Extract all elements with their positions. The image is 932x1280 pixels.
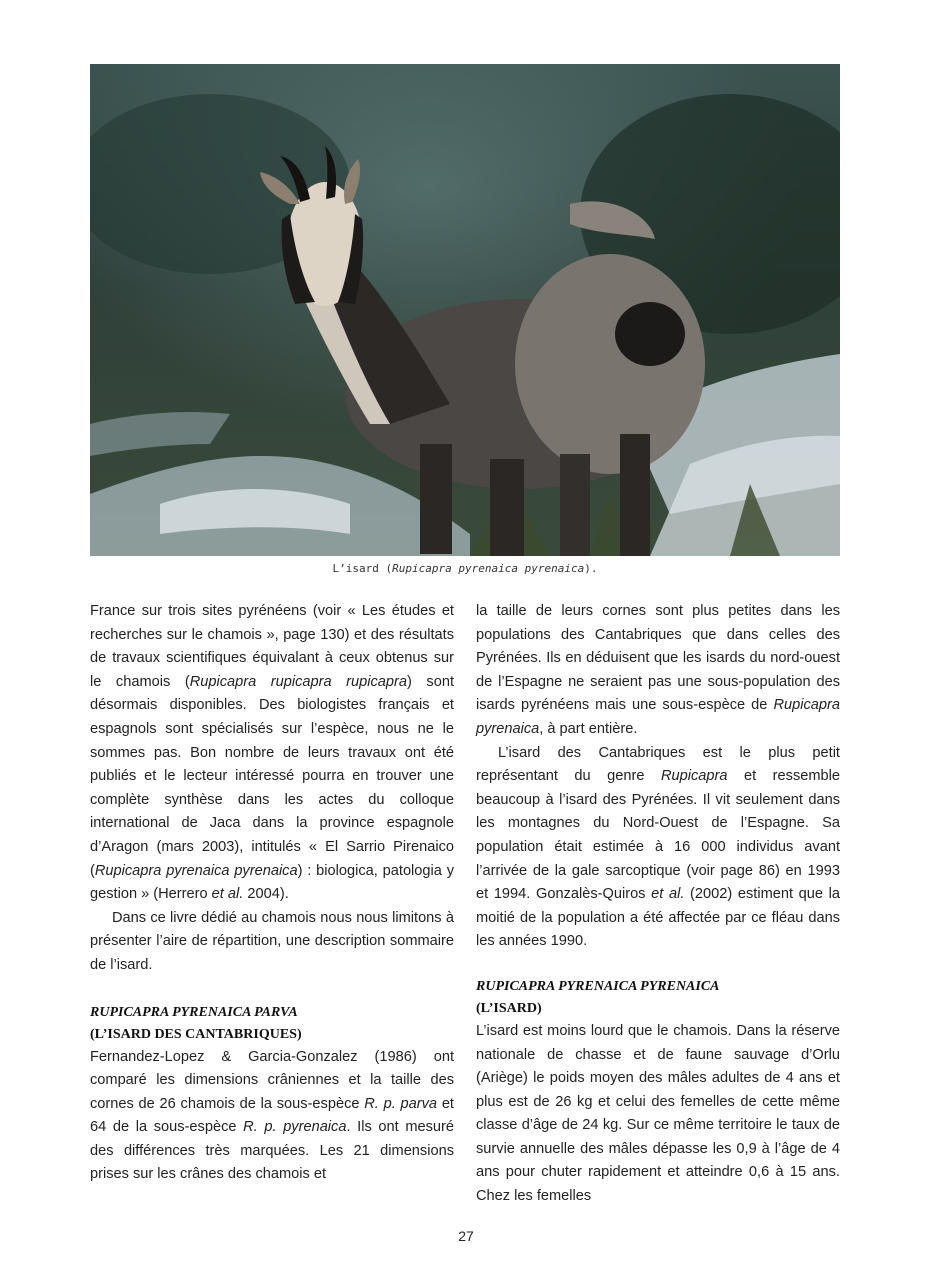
text-run: 2004). xyxy=(243,886,289,903)
left-paragraph-1 xyxy=(90,600,454,907)
text-run: et ressemble beaucoup à l’isard des Pyrénées. Il vit seulement dans les montagnes du Nord-Ouest de l’Espagne. Sa population était estimée à 16 000 individus avant l’arrivée de la gale sarcoptique (voir page 86) en 1993 et 1994. Gonzalès-Quiros xyxy=(476,768,840,903)
italic-text: R. p. parva xyxy=(364,1095,438,1112)
section-heading-parva: RUPICAPRA PYRENAICA PARVA (L’ISARD DES CANTABRIQUES) xyxy=(90,1004,302,1042)
text-run: ) sont désormais disponibles. Des biologistes français et espagnols sont spécialisés sur l’espèce, nous ne le sommes pas. Bon nombre de leurs travaux ont été publiés et le lecteur intéressé pourra en trouver une complète synthèse dans les actes du colloque international de Jaca dans la province espagnole d’Aragon (mars 2003), intitulés « El Sarrio Pirenaico ( xyxy=(90,673,455,879)
text-run: Fernandez-Lopez & Garcia-Gonzalez (1986) ont comparé les dimensions crâniennes et la taille des cornes de 26 chamois de la sous-espèce xyxy=(90,1048,454,1112)
text-run: , à part entière. xyxy=(539,720,638,737)
section-heading-pyrenaica: RUPICAPRA PYRENAICA PYRENAICA (L’ISARD) xyxy=(476,978,720,1016)
right-paragraph-2 xyxy=(476,742,840,954)
text-run: L’isard des Cantabriques est le plus petit représentant du genre xyxy=(476,744,840,785)
right-column xyxy=(476,600,840,1209)
left-column xyxy=(90,600,454,1187)
italic-text: R. p. pyrenaica xyxy=(243,1119,347,1136)
italic-text: et al. xyxy=(211,886,244,903)
right-paragraph-3: L’isard est moins lourd que le chamois. Dans la réserve nationale de chasse et de faune sauvage d’Orlu (Ariège) le poids moyen des mâles adultes de 4 ans et plus est de 26 kg et celui des femelles de cette même classe d’âge de 24 kg. Sur ce même territoire le taux de survie annuelle des mâles dépasse les 0,9 à l’âge de 4 ans pour chuter rapidement et atteindre 0,6 à 15 ans. Chez les femelles xyxy=(476,1022,840,1205)
text-run: (2002) estiment que la moitié de la population a été affectée par ce fléau dans les années 1990. xyxy=(476,886,841,950)
page-number: 27 xyxy=(458,1228,474,1244)
italic-text: Rupicapra pyrenaica xyxy=(476,697,840,737)
text-run: . Ils ont mesuré des différences très marquées. Les 21 dimensions prises sur les crânes des chamois et xyxy=(90,1119,454,1183)
right-paragraph-1 xyxy=(476,600,840,742)
left-paragraph-3 xyxy=(90,1046,454,1188)
italic-text: Rupicapra xyxy=(660,768,728,785)
photo-caption: L’isard (Rupicapra pyrenaica pyrenaica). xyxy=(332,562,598,575)
text-run: France sur trois sites pyrénéens (voir « Les études et recherches sur le chamois », page 130) et des résultats de travaux scientifiques équivalant à ceux obtenus sur le chamois ( xyxy=(90,603,454,690)
chamois-illustration xyxy=(90,64,840,556)
text-run: ) : biologica, patologia y gestion » (Herrero xyxy=(90,862,455,903)
italic-text: et al. xyxy=(651,886,685,903)
text-run: la taille de leurs cornes sont plus petites dans les populations des Cantabriques que dans celles des Pyrénées. Ils en déduisent que les isards du nord-ouest de l’Espagne ne seraient pas une sous-population des isards pyrénéens mais une sous-espèce de xyxy=(476,603,840,714)
italic-text: Rupicapra rupicapra rupicapra xyxy=(189,673,408,690)
text-run: et 64 de la sous-espèce xyxy=(90,1095,454,1136)
chamois-photo xyxy=(90,64,840,556)
italic-text: Rupicapra pyrenaica pyrenaica xyxy=(94,862,298,879)
left-paragraph-2: Dans ce livre dédié au chamois nous nous limitons à présenter l’aire de répartition, une description sommaire de l’isard. xyxy=(90,909,454,973)
